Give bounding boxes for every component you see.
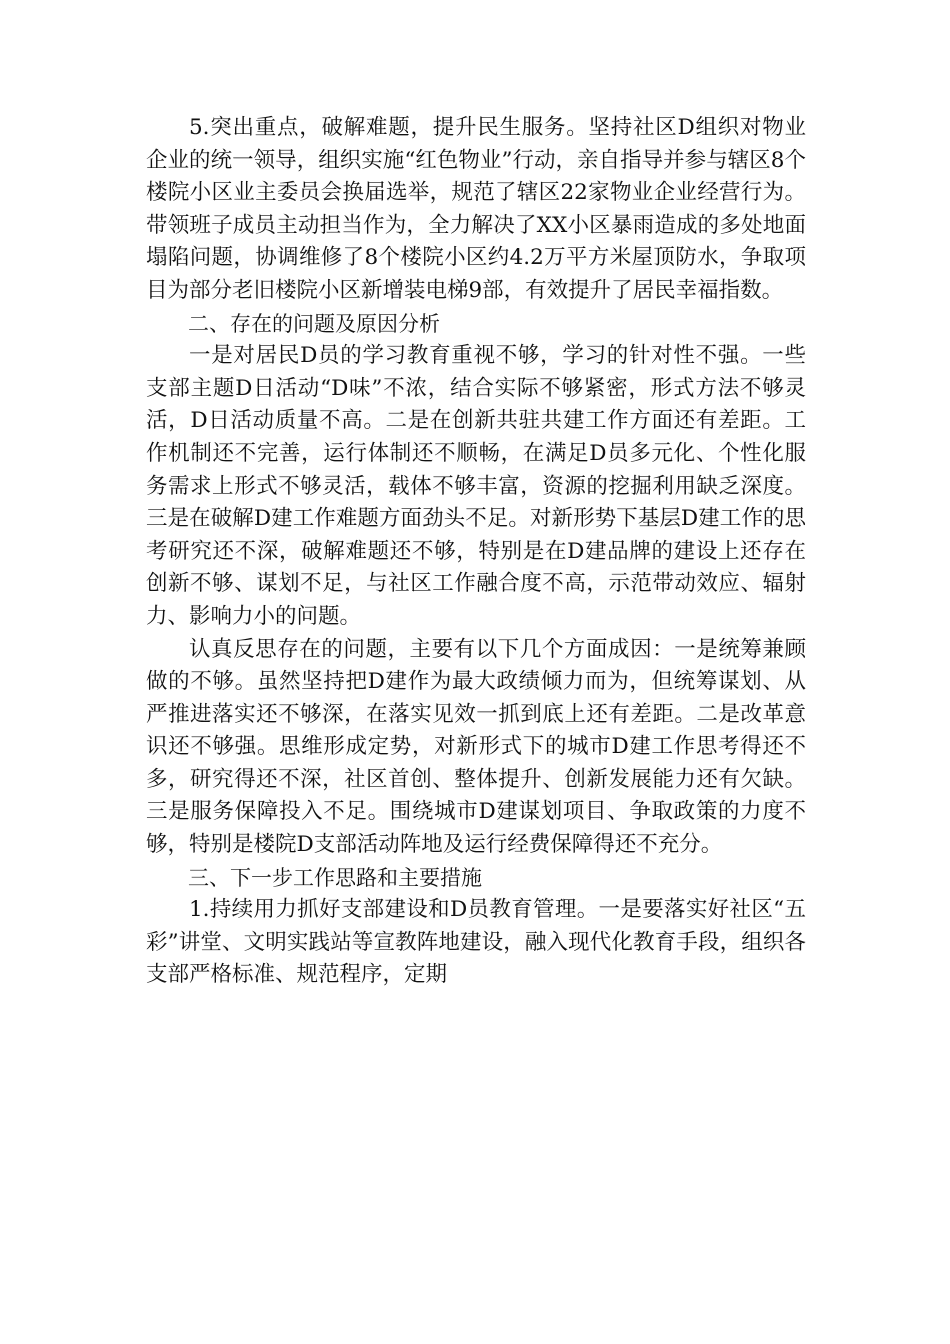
paragraph-problems: 一是对居民D员的学习教育重视不够，学习的针对性不强。一些支部主题D日活动“D味”不浓，结合实际不够紧密，形式方法不够灵活，D日活动质量不高。二是在创新共驻共建工作方面还有差距。工作机制还不完善，运行体制还不顺畅，在满足D员多元化、个性化服务需求上形式不够灵活，载体不够丰富，资源的挖掘利用缺乏深度。三是在破解D建工作难题方面劲头不足。对新形势下基层D建工作的思考研究还不深，破解难题还不够，特别是在D建品牌的建设上还存在创新不够、谋划不足，与社区工作融合度不高，示范带动效应、辐射力、影响力小的问题。 [146, 343, 806, 629]
document-body [146, 112, 806, 992]
paragraph-livelihood-services: 5.突出重点，破解难题，提升民生服务。坚持社区D组织对物业企业的统一领导，组织实施“红色物业”行动，亲自指导并参与辖区8个楼院小区业主委员会换届选举，规范了辖区22家物业企业经营行为。带领班子成员主动担当作为，全力解决了XX小区暴雨造成的多处地面塌陷问题，协调维修了8个楼院小区约4.2万平方米屋顶防水，争取项目为部分老旧楼院小区新增装电梯9部，有效提升了居民幸福指数。 [146, 115, 806, 303]
paragraph-branch-building: 1.持续用力抓好支部建设和D员教育管理。一是要落实好社区“五彩”讲堂、文明实践站等宣教阵地建设，融入现代化教育手段，组织各支部严格标准、规范程序，定期 [146, 897, 806, 988]
section-heading-next-steps: 三、下一步工作思路和主要措施 [188, 865, 482, 890]
section-heading-problems: 二、存在的问题及原因分析 [188, 311, 440, 336]
paragraph-causes: 认真反思存在的问题，主要有以下几个方面成因：一是统筹兼顾做的不够。虽然坚持把D建作为最大政绩倾力而为，但统筹谋划、从严推进落实还不够深，在落实见效一抓到底上还有差距。二是改革意识还不够强。思维形成定势，对新形式下的城市D建工作思考得还不多，研究得还不深，社区首创、整体提升、创新发展能力还有欠缺。三是服务保障投入不足。围绕城市D建谋划项目、争取政策的力度不够，特别是楼院D支部活动阵地及运行经费保障得还不充分。 [146, 636, 806, 858]
